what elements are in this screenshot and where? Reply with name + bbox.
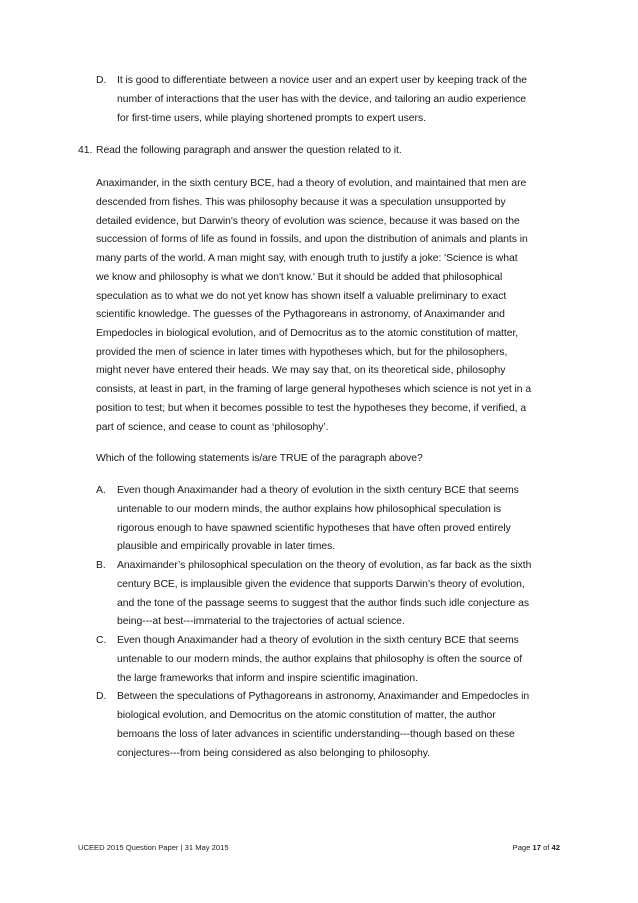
footer-page-number	[513, 843, 560, 853]
option-text-line: and the tone of the passage seems to suggest that the author finds such idle conjecture as	[117, 598, 529, 609]
paragraph-line: Empedocles in biological evolution, and of Democritus as to the atomic constitution of matter,	[96, 328, 519, 339]
option-text-line: Between the speculations of Pythagoreans in astronomy, Anaximander and Empedocles in	[117, 691, 530, 702]
question-number: 41.	[78, 145, 93, 156]
option-text-line: untenable to our modern minds, the author explains how philosophical speculation is	[117, 504, 502, 515]
footer-page-current: 17	[532, 843, 541, 852]
option-marker: D.	[96, 75, 107, 86]
option-text-line: plausible and empirically provable in later times.	[117, 541, 336, 552]
paragraph-line: Anaximander, in the sixth century BCE, had a theory of evolution, and maintained that men are	[96, 178, 527, 189]
option-text-line: for first-time users, while playing shortened prompts to expert users.	[117, 113, 426, 124]
question-sub-prompt: Which of the following statements is/are TRUE of the paragraph above?	[96, 453, 423, 464]
option-text-line: bemoans the loss of later advances in scientific understanding---though based on these	[117, 729, 515, 740]
option-text-line: Even though Anaximander had a theory of evolution in the sixth century BCE that seems	[117, 635, 519, 646]
paragraph-line: position to test; but when it becomes possible to test the hypotheses they become, if verified, a	[96, 403, 527, 414]
option-marker: A.	[96, 485, 106, 496]
paragraph-line: many parts of the world. A man might say, with enough truth to justify a joke: 'Science is what	[96, 253, 518, 264]
option-text-line: Even though Anaximander had a theory of evolution in the sixth century BCE that seems	[117, 485, 519, 496]
option-text-line: number of interactions that the user has with the device, and tailoring an audio experience	[117, 94, 527, 105]
option-text-line: being---at best---immaterial to the trajectories of actual science.	[117, 616, 405, 627]
paragraph-line: part of science, and cease to count as ‘philosophy’.	[96, 422, 329, 433]
option-marker: B.	[96, 560, 106, 571]
option-text-line: conjectures---from being considered as also belonging to philosophy.	[117, 748, 430, 759]
paragraph-line: descended from fishes. This was philosophy because it was a speculation unsupported by	[96, 197, 506, 208]
option-text-line: Anaximander’s philosophical speculation on the theory of evolution, as far back as the sixth	[117, 560, 532, 571]
paragraph-line: might never have entered their heads. We may say that, on its theoretical side, philosophy	[96, 365, 506, 376]
paragraph-line: succession of forms of life as found in fossils, and upon the distribution of animals and plants in	[96, 234, 528, 245]
option-text-line: untenable to our modern minds, the author explains that philosophy is often the source of	[117, 654, 523, 665]
paragraph-line: we know and philosophy is what we don't know.' But it should be added that philosophical	[96, 272, 503, 283]
option-text-line: century BCE, is implausible given the evidence that supports Darwin’s theory of evolution,	[117, 579, 525, 590]
option-text-line: biological evolution, and Democritus on the atomic constitution of matter, the author	[117, 710, 496, 721]
option-text-line: the large frameworks that inform and inspire scientific imagination.	[117, 673, 418, 684]
paragraph-line: scientific knowledge. The guesses of the Pythagoreans in astronomy, of Anaximander and	[96, 309, 505, 320]
option-text-line: rigorous enough to have spawned scientific hypotheses that have often proved entirely	[117, 523, 511, 534]
option-text-line: It is good to differentiate between a novice user and an expert user by keeping track of the	[117, 75, 527, 86]
footer-left: UCEED 2015 Question Paper | 31 May 2015	[78, 843, 229, 852]
footer-page-label: Page	[512, 843, 531, 852]
paragraph-line: detailed evidence, but Darwin's theory of evolution was science, because it was based on the	[96, 216, 520, 227]
option-marker: C.	[96, 635, 107, 646]
question-prompt: Read the following paragraph and answer the question related to it.	[96, 145, 402, 156]
paragraph-line: provided the men of science in later times with hypotheses which, but for the philosophers,	[96, 347, 508, 358]
footer-page-total: 42	[551, 843, 560, 852]
footer-page-of: of	[543, 843, 550, 852]
paragraph-line: consists, at least in part, in the framing of large general hypotheses which science is not yet in a	[96, 384, 532, 395]
option-marker: D.	[96, 691, 107, 702]
paragraph-line: speculation as to what we do not yet know has shown itself a valuable preliminary to exact	[96, 291, 507, 302]
